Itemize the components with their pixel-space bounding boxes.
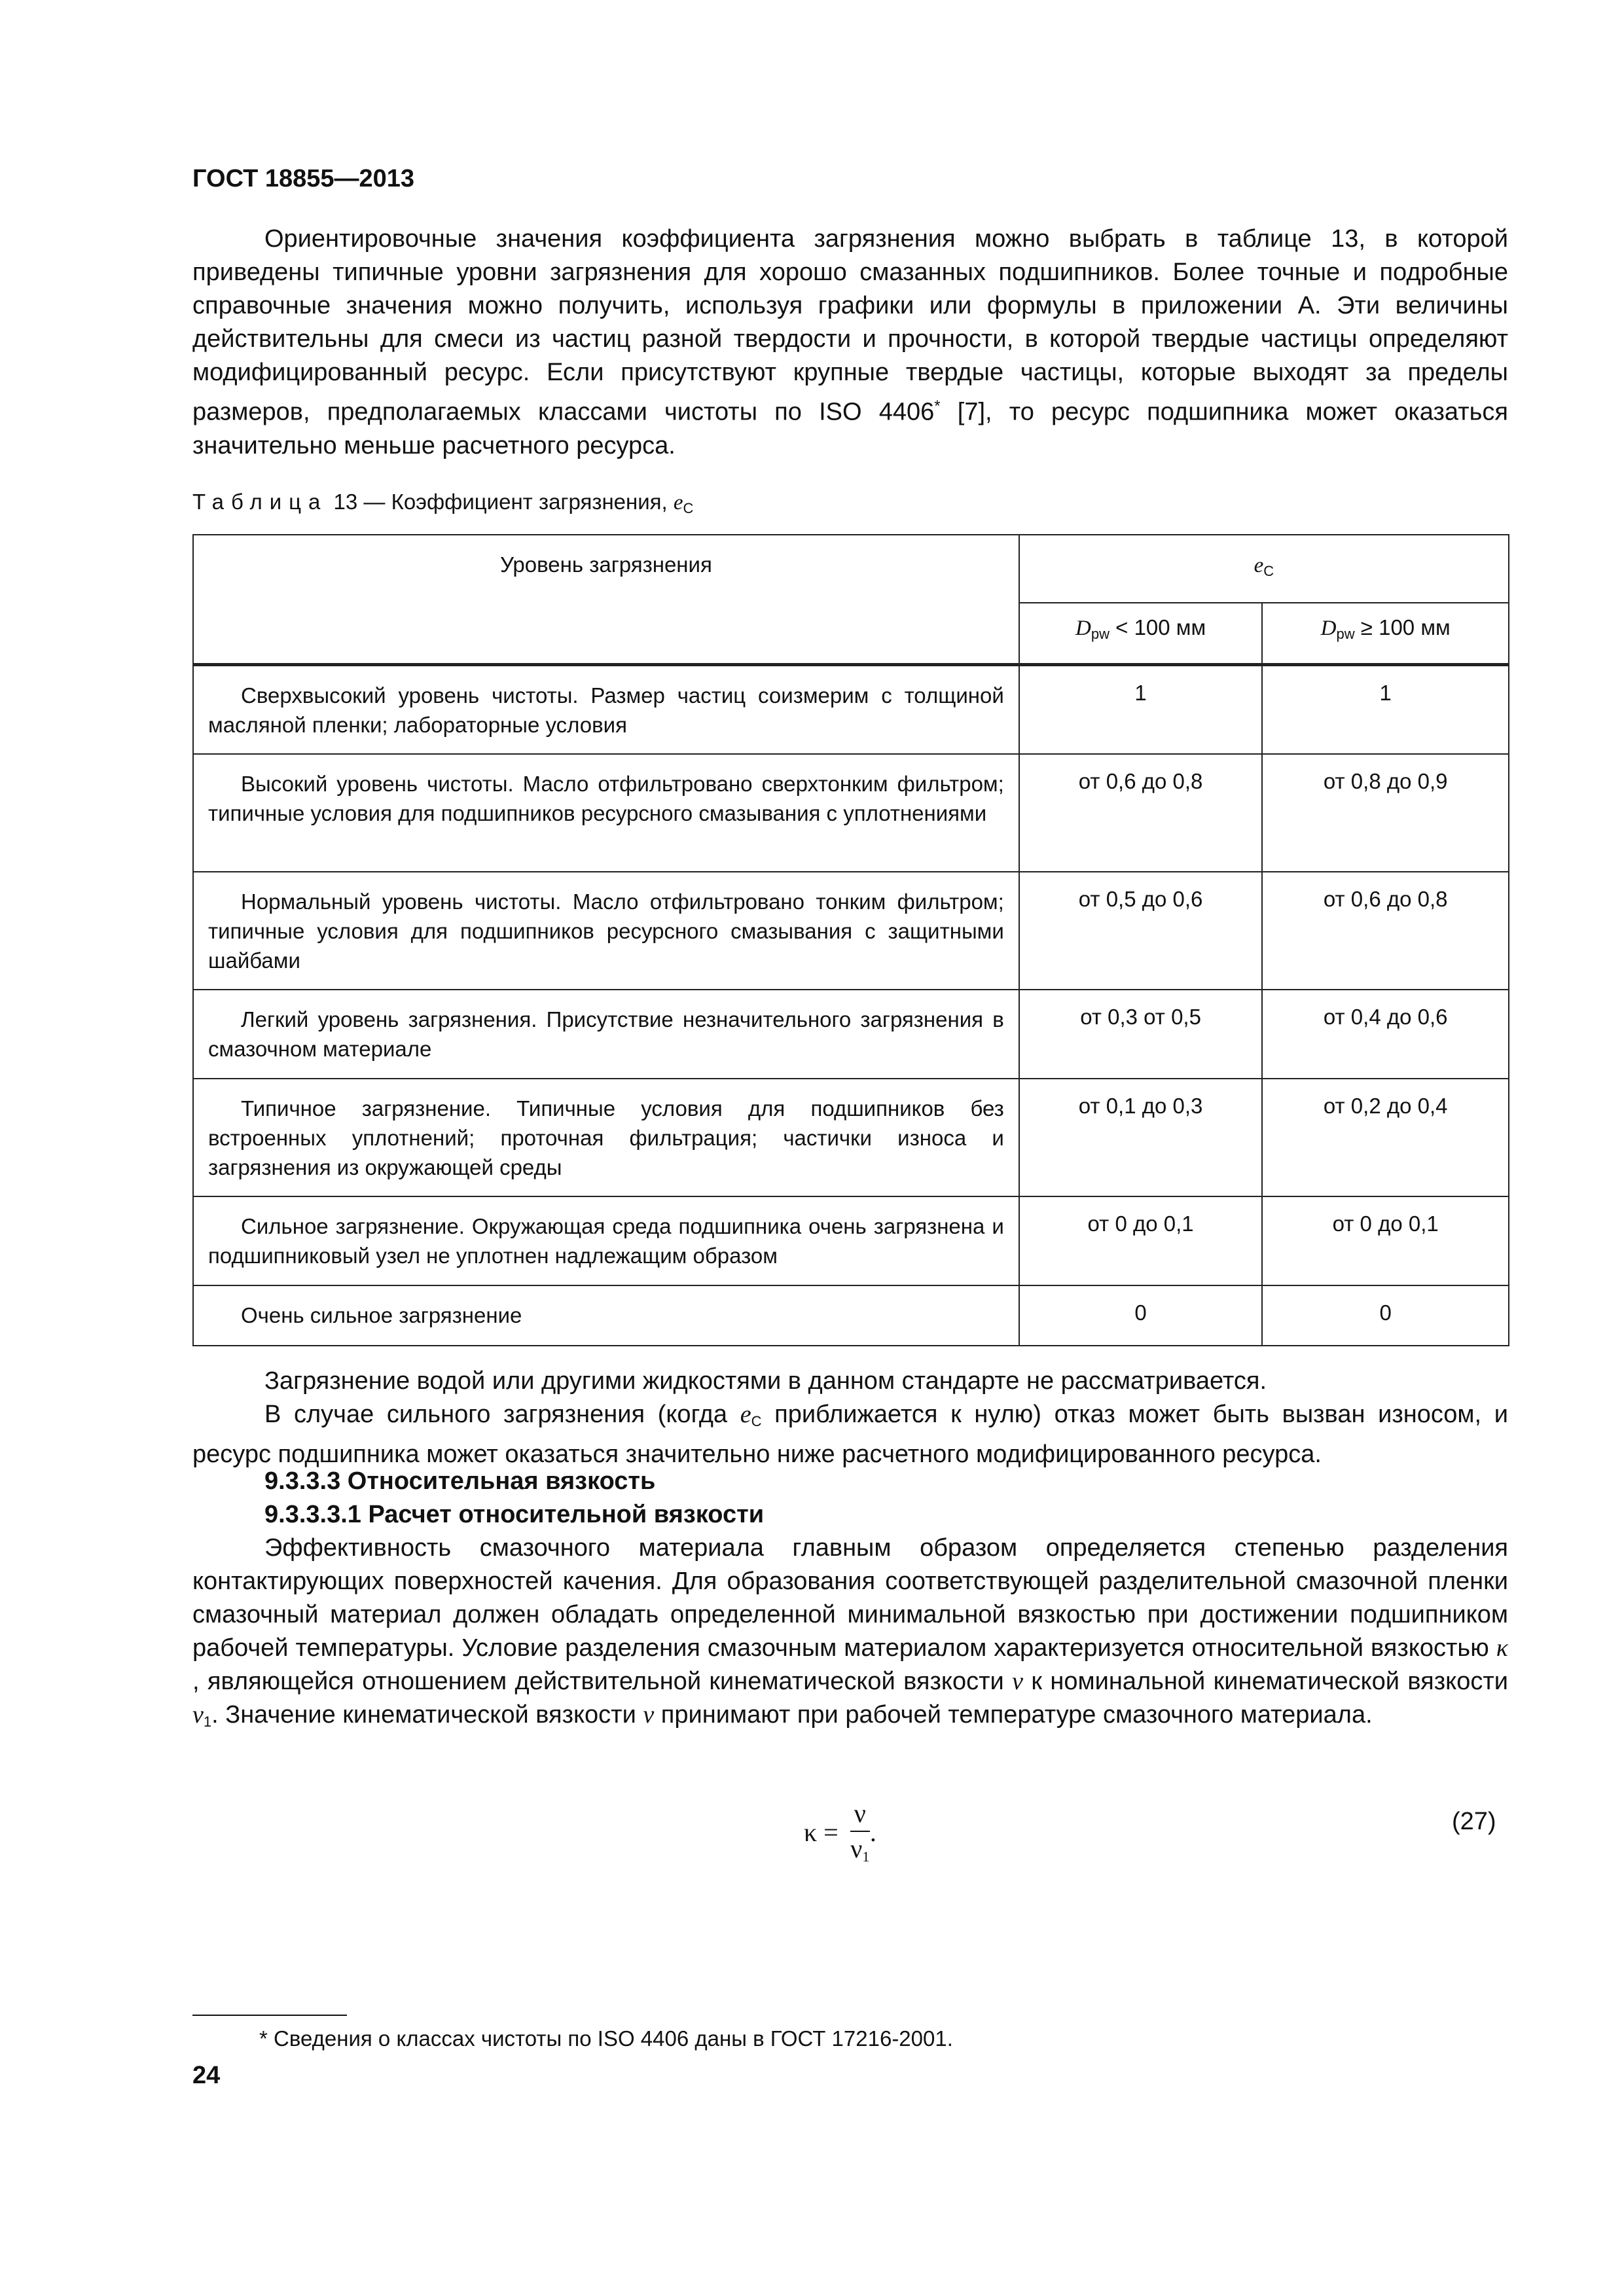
formula-numerator: ν	[850, 1797, 870, 1832]
caption-symbol-sub: C	[683, 500, 694, 516]
intro-paragraph	[192, 223, 1508, 463]
table-row	[193, 754, 1509, 872]
formula-fraction	[850, 1797, 870, 1874]
row-value-small: 0	[1019, 1285, 1263, 1346]
ec-symbol: e	[740, 1401, 751, 1428]
header-dpw-ge-100: $D_{pw} \ge 100$ мм	[1262, 603, 1509, 665]
document-header: ГОСТ 18855—2013	[192, 165, 415, 192]
intro-text-end: [7], то ресурс подшипника может оказаться значительно меньше расчетного ресурса.	[192, 398, 1509, 459]
formula-lhs: κ =	[804, 1818, 839, 1848]
section-heading-9-3-3-3-1: 9.3.3.3.1 Расчет относительной вязкости	[264, 1501, 765, 1528]
kappa-symbol: κ	[1496, 1634, 1508, 1662]
severe-contamination-paragraph: В случае сильного загрязнения (когда $e_C$ приближается к нулю) отказ может быть вызван износом, и ресурс подшипника может оказаться значительно ниже расчетного модифицированного ресурса.	[192, 1401, 1508, 1468]
footnote-separator	[192, 2015, 347, 2016]
header-ec: $e_C$	[1019, 535, 1509, 603]
page-number: 24	[192, 2062, 221, 2089]
row-value-small: от 0 до 0,1	[1019, 1196, 1263, 1285]
table-caption	[192, 490, 693, 517]
row-value-small: от 0,6 до 0,8	[1019, 754, 1263, 872]
row-description: Высокий уровень чистоты. Масло отфильтровано сверхтонким фильтром; типичные условия для подшипников ресурсного смазывания с уплотнениями	[193, 754, 1019, 872]
nu-symbol-2: ν	[643, 1701, 655, 1729]
row-value-small: от 0,3 от 0,5	[1019, 990, 1263, 1079]
nu1-symbol: ν	[192, 1701, 204, 1729]
row-value-large: 0	[1262, 1285, 1509, 1346]
contamination-table	[192, 534, 1509, 1346]
equation-number: (27)	[1452, 1808, 1496, 1835]
table-row	[193, 1285, 1509, 1346]
row-value-small: от 0,5 до 0,6	[1019, 872, 1263, 990]
row-description: Сверхвысокий уровень чистоты. Размер частиц соизмерим с толщиной масляной пленки; лабораторные условия	[193, 665, 1019, 754]
table-row	[193, 990, 1509, 1079]
water-note: Загрязнение водой или другими жидкостями в данном стандарте не рассматривается.	[264, 1367, 1267, 1395]
row-value-large: от 0,4 до 0,6	[1262, 990, 1509, 1079]
footnote-mark[interactable]: *	[934, 397, 941, 415]
intro-text: Ориентировочные значения коэффициента загрязнения можно выбрать в таблице 13, в которой приведены типичные уровни загрязнения для хорошо смазанных подшипников. Более точные и подробные справочные значения можно получить, используя графики или формулы в приложении А. Эти величины действительны для смеси из частиц разной твердости и прочности, в которой твердые частицы определяют модифицированный ресурс. Если присутствуют крупные твердые частицы, которые выходят за пределы размеров, предполагаемых классами чистоты по ISO 4406	[192, 225, 1508, 426]
row-value-large: от 0,2 до 0,4	[1262, 1079, 1509, 1196]
row-description: Типичное загрязнение. Типичные условия для подшипников без встроенных уплотнений; проточная фильтрация; частички износа и загрязнения из окружающей среды	[193, 1079, 1019, 1196]
row-value-small: от 0,1 до 0,3	[1019, 1079, 1263, 1196]
formula-denominator: $\nu_1$	[850, 1834, 870, 1865]
row-value-large: от 0 до 0,1	[1262, 1196, 1509, 1285]
table-row	[193, 1196, 1509, 1285]
table-caption-text: 13 — Коэффициент загрязнения,	[327, 490, 674, 514]
viscosity-paragraph: Эффективность смазочного материала главным образом определяется степенью разделения контактирующих поверхностей качения. Для образования соответствующей разделительной смазочной пленки смазочный материал должен обладать определенной минимальной вязкостью при достижении подшипником рабочей температуры. Условие разделения смазочным материалом характеризуется относительной вязкостью κ , являющейся отношением действительной кинематической вязкости ν к номинальной кинематической вязкости $\nu_1$. Значение кинематической вязкости ν принимают при рабочей температуре смазочного материала.	[192, 1534, 1508, 1730]
formula-end: .	[869, 1818, 876, 1848]
row-description: Нормальный уровень чистоты. Масло отфильтровано тонким фильтром; типичные условия для подшипников ресурсного смазывания с защитными шайбами	[193, 872, 1019, 990]
header-dpw-less-100: $D_{pw} < 100$ мм	[1019, 603, 1263, 665]
caption-symbol: e	[673, 491, 683, 514]
footnote: * Сведения о классах чистоты по ISO 4406 даны в ГОСТ 17216-2001.	[259, 2026, 953, 2051]
row-value-large: 1	[1262, 665, 1509, 754]
row-value-small: 1	[1019, 665, 1263, 754]
row-description: Очень сильное загрязнение	[193, 1285, 1019, 1346]
row-description: Легкий уровень загрязнения. Присутствие незначительного загрязнения в смазочном материале	[193, 990, 1019, 1079]
table-row	[193, 1079, 1509, 1196]
nu-symbol: ν	[1012, 1668, 1023, 1695]
header-level: Уровень загрязнения	[193, 535, 1019, 665]
row-value-large: от 0,6 до 0,8	[1262, 872, 1509, 990]
table-row	[193, 665, 1509, 754]
row-description: Сильное загрязнение. Окружающая среда подшипника очень загрязнена и подшипниковый узел не уплотнен надлежащим образом	[193, 1196, 1019, 1285]
section-heading-9-3-3-3: 9.3.3.3 Относительная вязкость	[264, 1467, 656, 1495]
table-caption-word: Таблица	[192, 490, 328, 514]
table-row	[193, 872, 1509, 990]
formula-27	[804, 1797, 876, 1874]
row-value-large: от 0,8 до 0,9	[1262, 754, 1509, 872]
